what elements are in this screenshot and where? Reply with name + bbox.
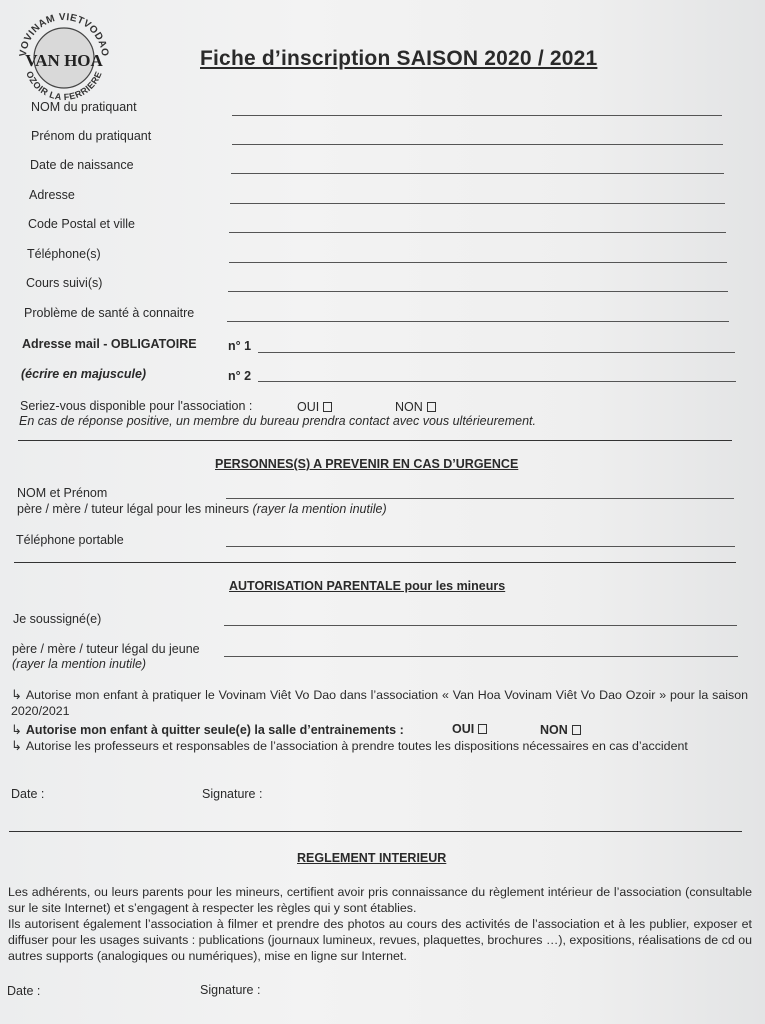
authorize-oui[interactable] <box>452 722 487 736</box>
parental-authorize-2 <box>11 722 404 738</box>
authorize-non-label: NON <box>540 723 568 737</box>
emergency-heading: PERSONNES(S) A PREVENIR EN CAS D’URGENCE <box>215 457 519 471</box>
parental-undersigned-label: Je soussigné(e) <box>13 612 102 626</box>
availability-oui[interactable] <box>297 400 332 414</box>
field-line-nom[interactable] <box>232 115 722 116</box>
logo-name: VAN HOA <box>25 51 103 70</box>
rules-date-label: Date : <box>7 984 41 998</box>
parental-undersigned-line[interactable] <box>224 625 737 626</box>
field-label-naissance: Date de naissance <box>30 158 134 172</box>
form-title: Fiche d’inscription SAISON 2020 / 2021 <box>200 47 598 70</box>
availability-note: En cas de réponse positive, un membre du bureau prendra contact avec vous ultérieurement. <box>19 414 536 428</box>
checkbox-icon[interactable] <box>478 724 487 734</box>
availability-question: Seriez-vous disponible pour l'association : <box>20 399 253 413</box>
parental-authorize-1-text: Autorise mon enfant à pratiquer le Vovinam Viêt Vo Dao dans l’association « Van Hoa Vovinam Viêt Vo Dao Ozoir » pour la saison 2020/2021 <box>11 688 748 718</box>
logo-arc-top: VOVINAM VIETVODAO <box>17 11 111 58</box>
field-line-sante[interactable] <box>227 321 729 322</box>
emergency-name-label: NOM et Prénom <box>17 486 108 500</box>
field-line-telephone[interactable] <box>229 262 727 263</box>
parental-signature-label: Signature : <box>202 787 263 801</box>
parental-heading <box>229 579 505 593</box>
parental-guardian-line[interactable] <box>224 656 738 657</box>
section-divider <box>18 440 732 441</box>
emergency-phone-line[interactable] <box>226 546 735 547</box>
email-label: Adresse mail - OBLIGATOIRE <box>22 337 197 351</box>
parental-authorize-3-text: Autorise les professeurs et responsables de l’association à prendre toutes les dispositions nécessaires en cas d’accident <box>25 739 688 753</box>
availability-oui-label: OUI <box>297 400 320 414</box>
hooked-arrow-icon: ↳ <box>11 722 22 737</box>
parental-authorize-1 <box>11 687 748 719</box>
authorize-oui-label: OUI <box>452 722 475 736</box>
section-divider <box>14 562 736 563</box>
field-line-naissance[interactable] <box>231 173 724 174</box>
email-line-2[interactable] <box>258 381 736 382</box>
availability-non-label: NON <box>395 400 423 414</box>
email-hint: (écrire en majuscule) <box>21 367 147 381</box>
parental-heading-rest: pour les mineurs <box>401 579 506 593</box>
parental-authorize-2-text: Autorise mon enfant à quitter seule(e) la salle d’entrainements : <box>25 723 404 737</box>
availability-non[interactable] <box>395 400 436 414</box>
field-line-prenom[interactable] <box>232 144 723 145</box>
parental-date-label: Date : <box>11 787 45 801</box>
field-label-telephone: Téléphone(s) <box>27 247 101 261</box>
field-label-cp-ville: Code Postal et ville <box>28 217 136 231</box>
authorize-non[interactable] <box>540 723 581 737</box>
rules-heading: REGLEMENT INTERIEUR <box>297 851 447 865</box>
emergency-guardian <box>17 502 387 516</box>
rules-paragraph-2: Ils autorisent également l’association à filmer et prendre des photos au cours des activités de l’association et à les publier, exposer et diffuser pour les usages suivants : publications (journaux lumineux, revues, plaquettes, brochures …), expositions, réalisations de cd ou autres supports (analogiques ou numériques), mise en ligne sur Internet. <box>8 917 752 963</box>
field-label-nom: NOM du pratiquant <box>31 100 137 114</box>
checkbox-icon[interactable] <box>572 725 581 735</box>
email-n1-label: n° 1 <box>228 339 252 353</box>
parental-guardian-label: père / mère / tuteur légal du jeune <box>12 642 200 656</box>
rules-paragraph-1: Les adhérents, ou leurs parents pour les mineurs, certifient avoir pris connaissance du règlement intérieur de l’association (consultable sur le site Internet) et s’engagent à respecter les règles qui y sont établies. <box>8 885 752 915</box>
field-label-adresse: Adresse <box>29 188 75 202</box>
emergency-phone-label: Téléphone portable <box>16 533 124 547</box>
emergency-guardian-label: père / mère / tuteur légal pour les mineurs <box>17 502 250 516</box>
email-line-1[interactable] <box>258 352 735 353</box>
emergency-name-line[interactable] <box>226 498 734 499</box>
checkbox-icon[interactable] <box>323 402 332 412</box>
hooked-arrow-icon: ↳ <box>11 738 22 753</box>
field-label-prenom: Prénom du pratiquant <box>31 129 152 143</box>
hooked-arrow-icon: ↳ <box>11 687 22 702</box>
section-divider <box>9 831 742 832</box>
emergency-guardian-hint: (rayer la mention inutile) <box>252 502 387 516</box>
logo-arc-bottom: OZOIR LA FERRIERE <box>24 69 104 103</box>
field-label-sante: Problème de santé à connaitre <box>24 306 195 320</box>
checkbox-icon[interactable] <box>427 402 436 412</box>
parental-guardian-hint: (rayer la mention inutile) <box>12 657 147 671</box>
parental-heading-main: AUTORISATION PARENTALE <box>229 579 401 593</box>
field-line-cours[interactable] <box>228 291 728 292</box>
rules-signature-label: Signature : <box>200 983 261 997</box>
field-line-cp-ville[interactable] <box>229 232 726 233</box>
field-line-adresse[interactable] <box>230 203 725 204</box>
email-n2-label: n° 2 <box>228 369 252 383</box>
van-hoa-logo <box>14 8 114 108</box>
parental-authorize-3 <box>11 738 748 754</box>
field-label-cours: Cours suivi(s) <box>26 276 103 290</box>
